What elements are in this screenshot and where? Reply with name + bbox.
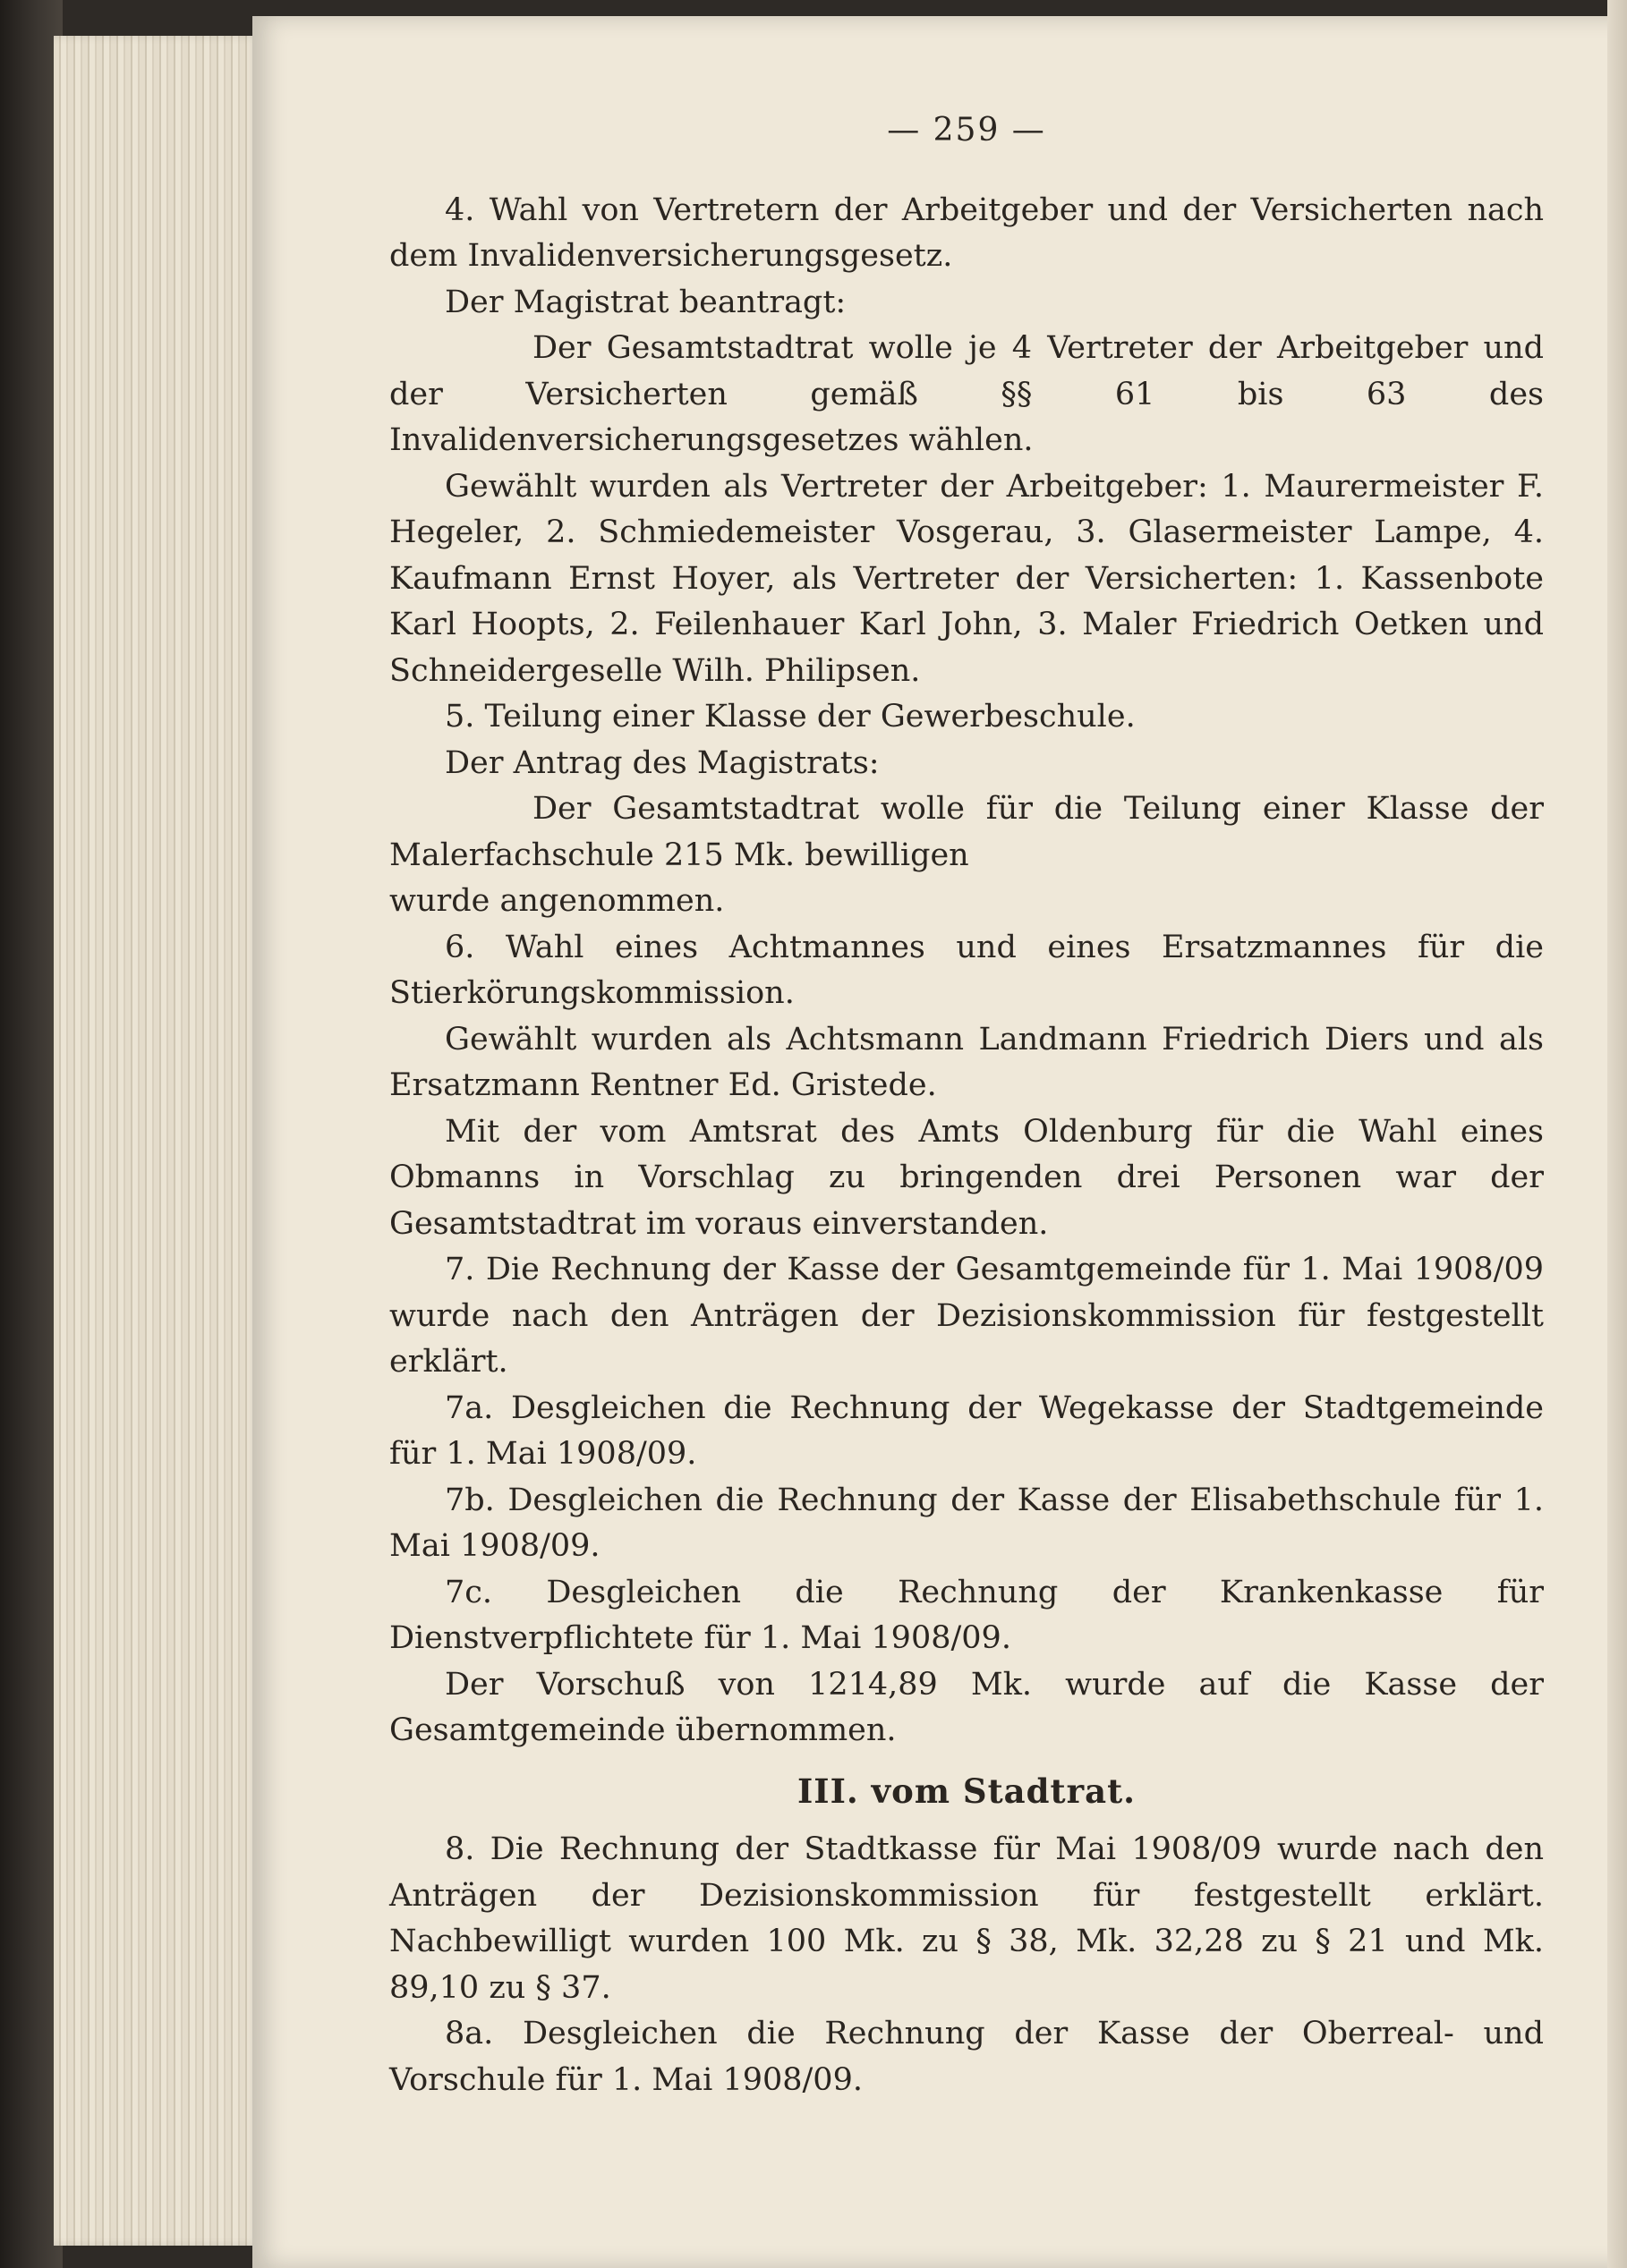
vorschuss-note: Der Vorschuß von 1214,89 Mk. wurde auf die Kasse der Gesamtgemeinde übernommen. (389, 1666, 1544, 1748)
obmann-note: Mit der vom Amtsrat des Amts Oldenburg für die Wahl eines Obmanns in Vorschlag zu bringenden drei Personen war der Gesamtstadtrat im voraus einverstanden. (389, 1113, 1544, 1242)
item-8a: 8a. Desgleichen die Rechnung der Kasse der Oberreal- und Vorschule für 1. Mai 1908/09. (389, 2016, 1544, 2098)
item-6: 6. Wahl eines Achtmannes und eines Ersatzmannes für die Stierkörungskommission. (389, 929, 1544, 1011)
item-7c: 7c. Desgleichen die Rechnung der Krankenkasse für Dienstverpflichtete für 1. Mai 1908/09. (389, 1574, 1544, 1656)
page-edges (54, 36, 260, 2246)
item-8: 8. Die Rechnung der Stadtkasse für Mai 1908/09 wurde nach den Anträgen der Dezisionskommission für festgestellt erklärt. Nachbewilligt wurden 100 Mk. zu § 38, Mk. 32,28 zu § 21 und Mk. 89,10 zu § 37. (389, 1831, 1544, 2006)
item-7a: 7a. Desgleichen die Rechnung der Wegekasse der Stadtgemeinde für 1. Mai 1908/09. (389, 1389, 1544, 1472)
item-4: 4. Wahl von Vertretern der Arbeitgeber und der Versicherten nach dem Invalidenversicherungsgesetz. (389, 191, 1544, 274)
section-heading: III. vom Stadtrat. (796, 1771, 1137, 1811)
elected-achtsmann: Gewählt wurden als Achtsmann Landmann Friedrich Diers und als Ersatzmann Rentner Ed. Gristede. (389, 1021, 1544, 1103)
magistrat-motion-5: Der Antrag des Magistrats: (445, 744, 880, 781)
elected-representatives: Gewählt wurden als Vertreter der Arbeitgeber: 1. Maurermeister F. Hegeler, 2. Schmiedemeister Vosgerau, 3. Glasermeister Lampe, 4. Kaufmann Ernst Hoyer, als Vertreter der Versicherten: 1. Kassenbote Karl Hoopts, 2. Feilenhauer Karl John, 3. Maler Friedrich Oetken und Schneidergeselle Wilh. Philipsen. (389, 468, 1544, 689)
item-7b: 7b. Desgleichen die Rechnung der Kasse der Elisabethschule für 1. Mai 1908/09. (389, 1482, 1544, 1564)
motion-text-5: Der Gesamtstadtrat wolle für die Teilung einer Klasse der Malerfachschule 215 Mk. bewilligen (389, 791, 1544, 873)
page-number: — 259 — (887, 112, 1046, 149)
page-right-edge (1607, 0, 1627, 2268)
motion-result-5: wurde angenommen. (389, 883, 725, 919)
item-5: 5. Teilung einer Klasse der Gewerbeschule. (445, 699, 1136, 735)
item-7: 7. Die Rechnung der Kasse der Gesamtgemeinde für 1. Mai 1908/09 wurde nach den Anträgen der Dezisionskommission für festgestellt erklärt. (389, 1252, 1544, 1380)
magistrat-motion-intro: Der Magistrat beantragt: (445, 284, 847, 320)
motion-text-4: Der Gesamtstadtrat wolle je 4 Vertreter der Arbeitgeber und der Versicherten gemäß §§ 61 bis 63 des Invalidenversicherungsgesetzes wählen. (389, 330, 1544, 458)
page-text (389, 107, 1544, 2103)
